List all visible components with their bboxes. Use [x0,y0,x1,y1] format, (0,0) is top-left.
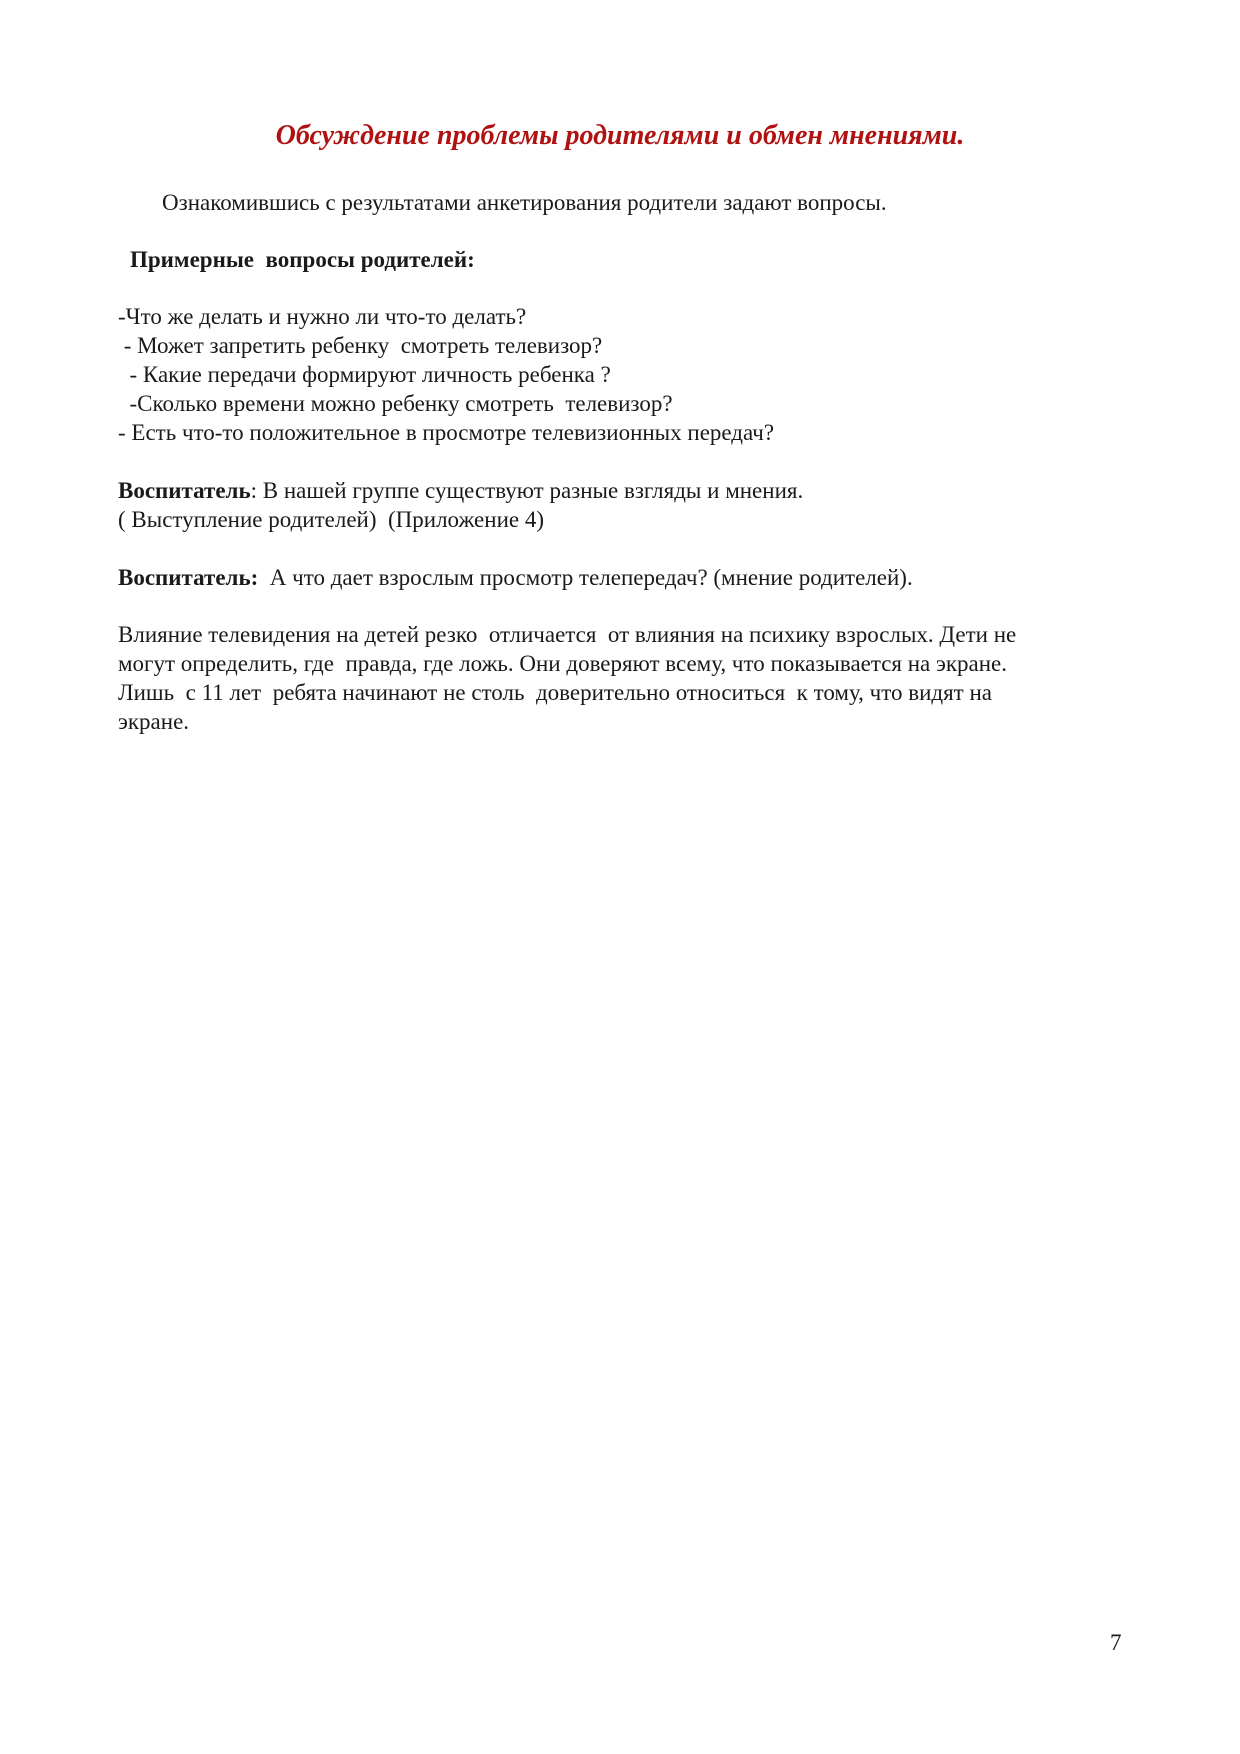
question-item: -Что же делать и нужно ли что-то делать? [118,304,527,329]
educator-remark-2 [118,563,913,592]
paragraph-line: могут определить, где правда, где ложь. Они доверяют всему, что показывается на экране. [118,651,1008,676]
educator-remark-1 [118,476,803,505]
page-number: 7 [1110,1630,1122,1655]
question-item: - Может запретить ребенку смотреть телевизор? [118,333,603,358]
speaker-label: Воспитатель: [118,565,259,590]
remark-text: А что дает взрослым просмотр телепередач? (мнение родителей). [258,565,913,590]
question-item: - Есть что-то положительное в просмотре телевизионных передач? [118,420,775,445]
parents-speech-note: ( Выступление родителей) (Приложение 4) [118,507,545,532]
question-item: -Сколько времени можно ребенку смотреть телевизор? [118,391,673,416]
questions-heading: Примерные вопросы родителей: [130,247,475,272]
section-title: Обсуждение проблемы родителями и обмен мнениями. [275,120,965,151]
paragraph-line: экране. [118,709,190,734]
question-item: - Какие передачи формируют личность ребенка ? [118,362,611,387]
remark-text: : В нашей группе существуют разные взгляды и мнения. [250,478,804,503]
intro-text: Ознакомившись с результатами анкетирования родители задают вопросы. [162,190,887,215]
paragraph-line: Влияние телевидения на детей резко отличается от влияния на психику взрослых. Дети не [118,622,1017,647]
paragraph-line: Лишь с 11 лет ребята начинают не столь доверительно относиться к тому, что видят на [118,680,992,705]
speaker-label: Воспитатель [118,478,251,503]
